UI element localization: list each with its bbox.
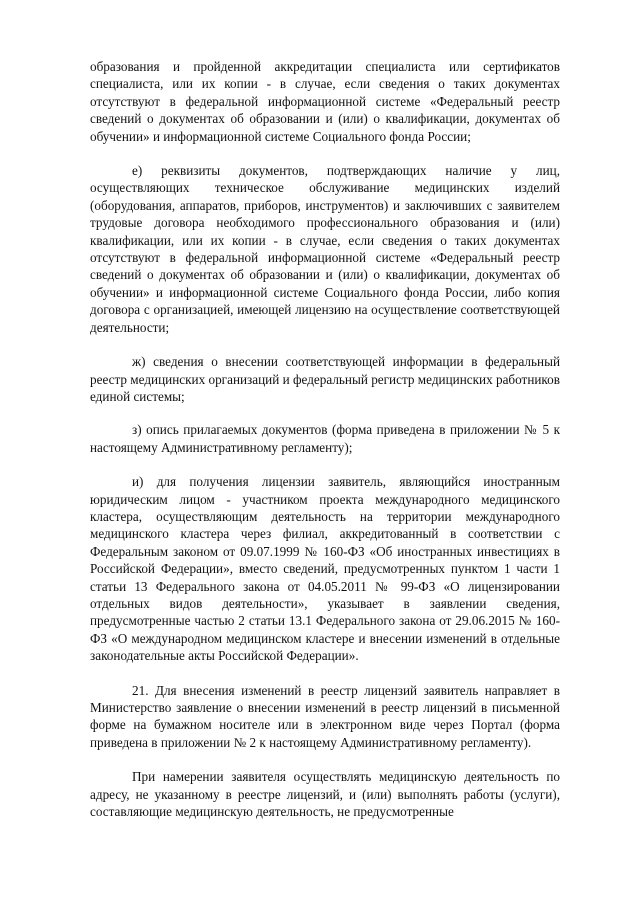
document-page xyxy=(90,58,560,820)
paragraph-continuation: образования и пройденной аккредитации специалиста или сертификатов специалиста, или их копии - в случае, если сведения о таких документах отсутствуют в федеральной информационной системе «Федеральный реестр сведений о документах об образовании и (или) о квалификации, документах об обучении» и информационной системе Социального фонда России; xyxy=(90,59,560,144)
paragraph-item-e: е) реквизиты документов, подтверждающих наличие у лиц, осуществляющих техническое обслуживание медицинских изделий (оборудования, аппаратов, приборов, инструментов) и заключивших с заявителем трудовые договора необходимого профессионального образования и (или) квалификации, или их копии - в случае, если сведения о таких документах отсутствуют в федеральной информационной системе «Федеральный реестр сведений о документах об образовании и (или) о квалификации, документах об обучении» и информационной системе Социального фонда России, либо копия договора с организацией, имеющей лицензию на осуществление соответствующей деятельности; xyxy=(90,163,560,335)
paragraph-item-i: и) для получения лицензии заявитель, являющийся иностранным юридическим лицом - участником проекта международного медицинского кластера, осуществляющим деятельность на территории международного медицинского кластера через филиал, аккредитованный в соответствии с Федеральным законом от 09.07.1999 № 160-ФЗ «Об иностранных инвестициях в Российской Федерации», вместо сведений, предусмотренных пунктом 1 части 1 статьи 13 Федерального закона от 04.05.2011 № 99-ФЗ «О лицензировании отдельных видов деятельности», указывает в заявлении сведения, предусмотренные частью 2 статьи 13.1 Федерального закона от 29.06.2015 № 160-ФЗ «О международном медицинском кластере и внесении изменений в отдельные законодательные акты Российской Федерации». xyxy=(90,474,560,664)
paragraph-intent-address: При намерении заявителя осуществлять медицинскую деятельность по адресу, не указанному в реестре лицензий, и (или) выполнять работы (услуги), составляющие медицинскую деятельность, не предусмотренные xyxy=(90,769,560,820)
paragraph-clause-21: 21. Для внесения изменений в реестр лицензий заявитель направляет в Министерство заявление о внесении изменений в реестр лицензий в письменной форме на бумажном носителе или в электронном виде через Портал (форма приведена в приложении № 2 к настоящему Административному регламенту). xyxy=(90,682,560,750)
paragraph-item-z: з) опись прилагаемых документов (форма приведена в приложении № 5 к настоящему Административному регламенту); xyxy=(90,422,560,455)
paragraph-item-zh: ж) сведения о внесении соответствующей информации в федеральный реестр медицинских организаций и федеральный регистр медицинских работников единой системы; xyxy=(90,354,560,404)
